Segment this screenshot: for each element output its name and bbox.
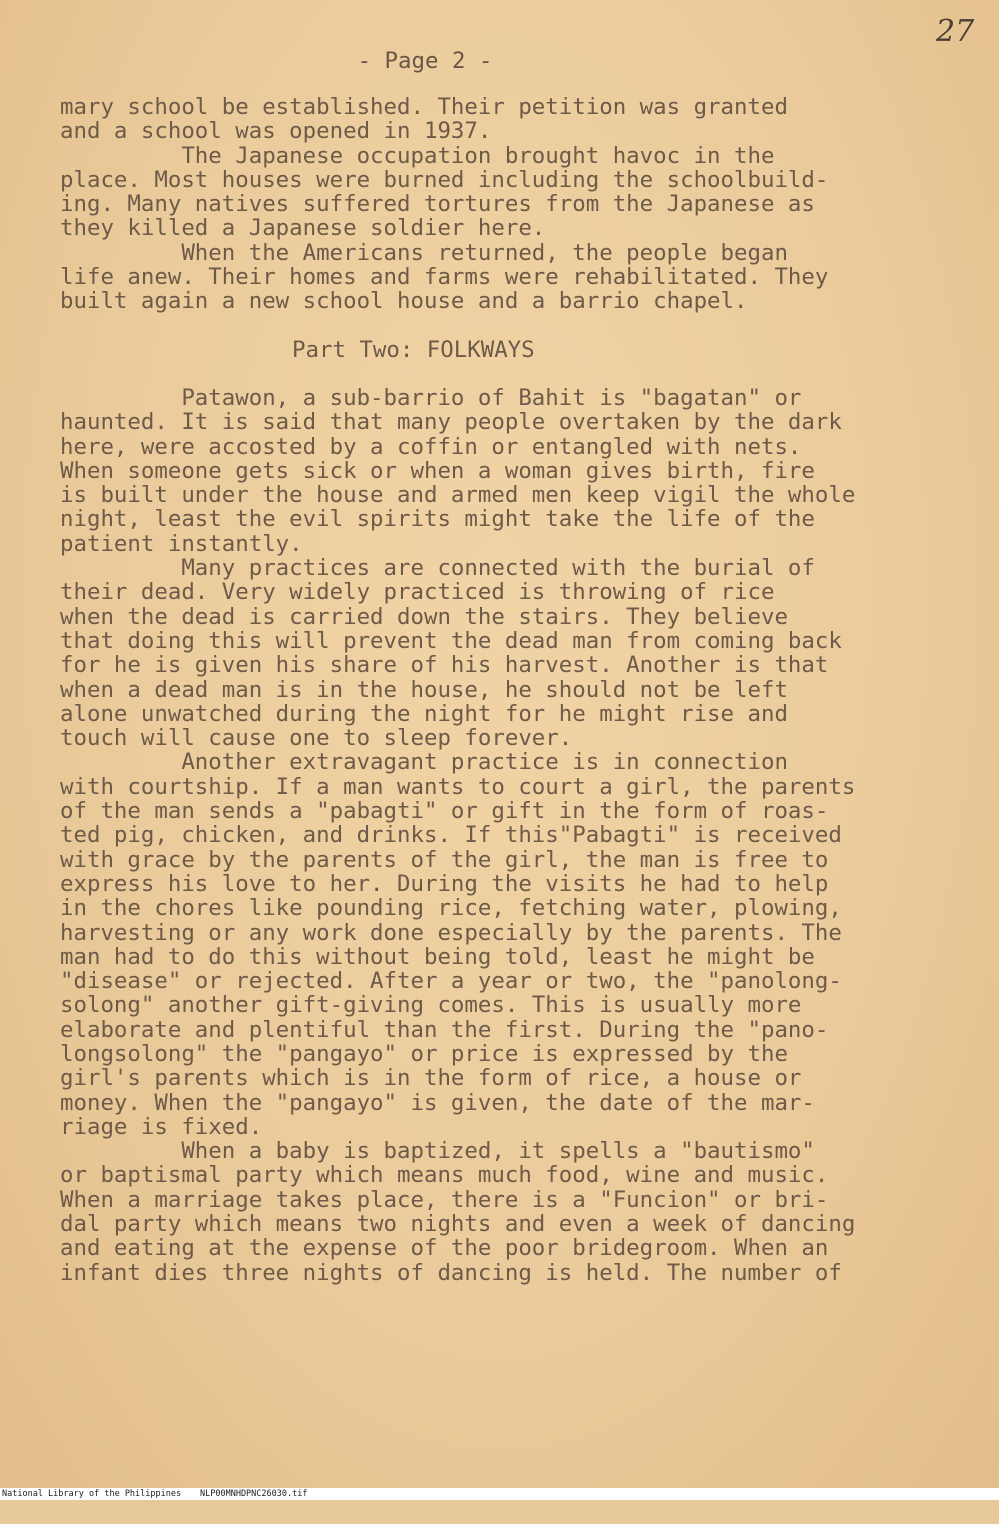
footer-filename: NLP00MNHDPNC26030.tif [200, 1489, 308, 1499]
text-line: infant dies three nights of dancing is held. The number of [60, 1259, 842, 1286]
text-line: Many practices are connected with the burial of [60, 555, 815, 582]
text-line: here, were accosted by a coffin or entangled with nets. [60, 433, 802, 460]
text-line: patient instantly. [60, 530, 303, 557]
text-line: when the dead is carried down the stairs. They believe [60, 603, 788, 630]
text-line: elaborate and plentiful than the first. During the "pano- [60, 1016, 829, 1043]
paragraph-1 [60, 95, 960, 314]
text-line: ted pig, chicken, and drinks. If this"Pabagti" is received [60, 822, 842, 849]
text-line: money. When the "pangayo" is given, the date of the mar- [60, 1089, 815, 1116]
text-line: solong" another gift-giving comes. This is usually more [60, 992, 802, 1019]
text-line: is built under the house and armed men keep vigil the whole [60, 482, 856, 509]
text-line: and a school was opened in 1937. [60, 118, 492, 145]
text-line: Another extravagant practice is in connection [60, 749, 788, 776]
text-line: of the man sends a "pabagti" or gift in the form of roas- [60, 798, 829, 825]
spacer [60, 362, 960, 386]
text-line: and eating at the expense of the poor bridegroom. When an [60, 1235, 829, 1262]
text-line: ing. Many natives suffered tortures from the Japanese as [60, 191, 815, 218]
text-line: when a dead man is in the house, he should not be left [60, 676, 788, 703]
text-line: alone unwatched during the night for he might rise and [60, 700, 788, 727]
spacer [60, 314, 960, 338]
text-line: When the Americans returned, the people began [60, 239, 788, 266]
text-line: riage is fixed. [60, 1113, 263, 1140]
text-line: harvesting or any work done especially by the parents. The [60, 919, 842, 946]
text-line: girl's parents which is in the form of rice, a house or [60, 1065, 802, 1092]
text-line: dal party which means two nights and even a week of dancing [60, 1211, 856, 1238]
footer-institution: National Library of the Philippines [2, 1489, 182, 1499]
paragraph-2 [60, 386, 960, 1285]
text-line: built again a new school house and a barrio chapel. [60, 288, 748, 315]
text-line: longsolong" the "pangayo" or price is expressed by the [60, 1040, 788, 1067]
text-line: for he is given his share of his harvest. Another is that [60, 652, 829, 679]
text-line: When someone gets sick or when a woman gives birth, fire [60, 457, 815, 484]
text-line: place. Most houses were burned including the schoolbuild- [60, 166, 829, 193]
text-line: with courtship. If a man wants to court a girl, the parents [60, 773, 856, 800]
page-header: - Page 2 - [357, 48, 493, 74]
text-line: man had to do this without being told, least he might be [60, 943, 815, 970]
text-line: touch will cause one to sleep forever. [60, 725, 573, 752]
handwritten-page-number: 27 [936, 14, 975, 49]
text-line: life anew. Their homes and farms were rehabilitated. They [60, 264, 829, 291]
text-line: night, least the evil spirits might take the life of the [60, 506, 815, 533]
document-body [60, 95, 960, 1285]
text-line: mary school be established. Their petition was granted [60, 94, 788, 120]
text-line: Patawon, a sub-barrio of Bahit is "bagatan" or [60, 384, 802, 411]
text-line: The Japanese occupation brought havoc in the [60, 142, 775, 169]
text-line: with grace by the parents of the girl, the man is free to [60, 846, 829, 873]
text-line: "disease" or rejected. After a year or two, the "panolong- [60, 968, 842, 995]
text-line: or baptismal party which means much food, wine and music. [60, 1162, 829, 1189]
text-line: that doing this will prevent the dead man from coming back [60, 627, 842, 654]
text-line: in the chores like pounding rice, fetching water, plowing, [60, 895, 842, 922]
text-line: express his love to her. During the visits he had to help [60, 870, 829, 897]
text-line: haunted. It is said that many people overtaken by the dark [60, 409, 842, 436]
scan-footer [0, 1488, 999, 1500]
section-heading: Part Two: FOLKWAYS [292, 336, 535, 363]
text-line: When a marriage takes place, there is a "Funcion" or bri- [60, 1186, 829, 1213]
text-line: their dead. Very widely practiced is throwing of rice [60, 579, 775, 606]
text-line: When a baby is baptized, it spells a "bautismo" [60, 1138, 815, 1165]
text-line: they killed a Japanese soldier here. [60, 215, 546, 242]
